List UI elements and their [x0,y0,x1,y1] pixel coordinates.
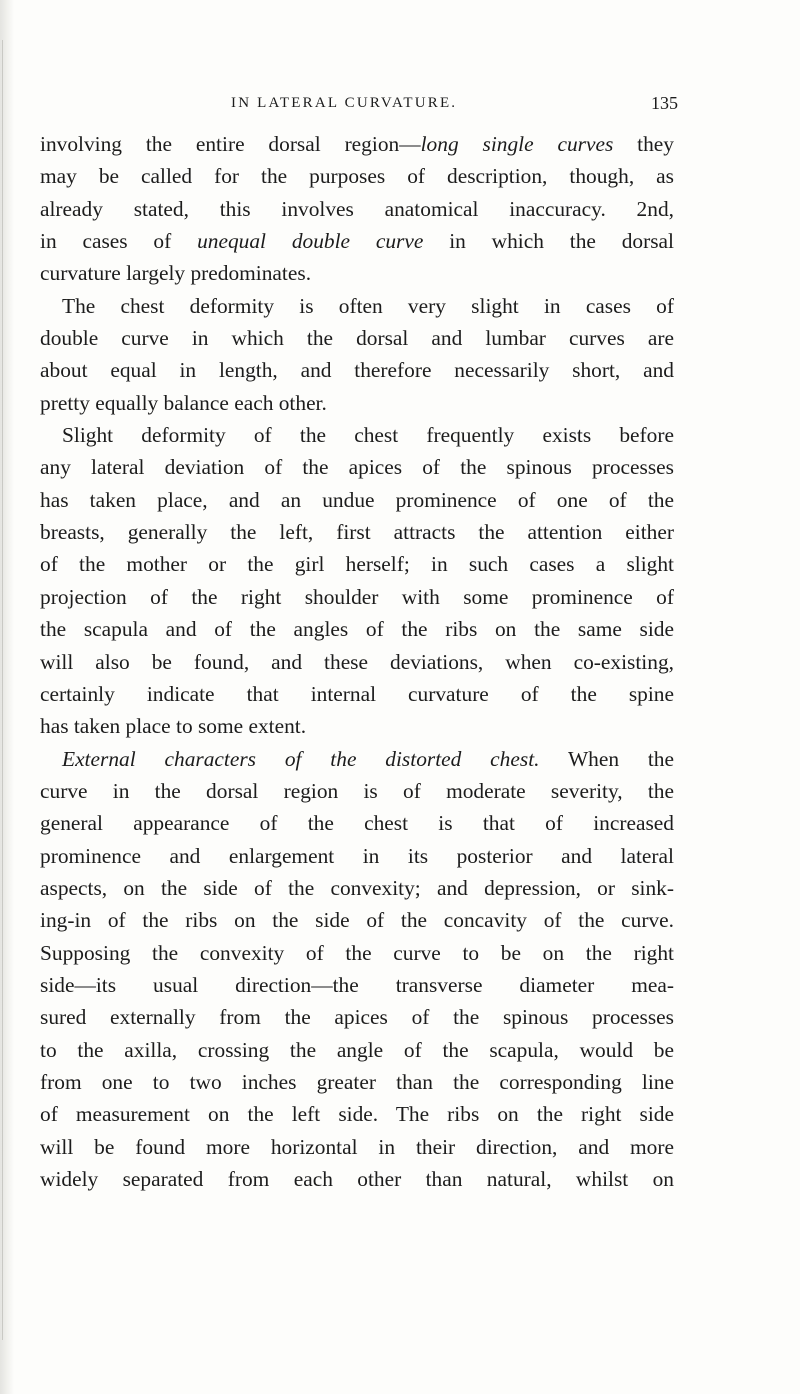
text-segment: The chest deformity is often very slight in cases of [62,293,674,318]
text-segment: to the axilla, crossing the angle of the scapula, would be [40,1037,674,1062]
text-line [40,257,674,289]
text-segment: of the mother or the girl herself; in such cases a slight [40,552,674,577]
text-segment: already stated, this involves anatomical inaccuracy. 2nd, [40,196,674,221]
text-segment: prominence and enlargement in its posterior and lateral [40,843,674,868]
text-segment: in cases of [40,229,198,254]
text-segment: Supposing the convexity of the curve to be on the right [40,940,674,965]
text-line [40,387,674,419]
text-segment: ing-in of the ribs on the side of the concavity of the curve. [40,908,674,933]
text-segment: When the [539,746,674,771]
page-number: 135 [651,93,678,113]
text-line [40,743,674,775]
text-line [40,548,674,580]
page-gutter-edge [2,40,3,1340]
text-segment: in which the dorsal [423,229,674,254]
text-line [40,516,674,548]
text-segment: aspects, on the side of the convexity; and depression, or sink- [40,875,674,900]
text-line [40,969,674,1001]
text-segment: breasts, generally the left, first attracts the attention either [40,520,674,545]
text-line [40,807,674,839]
text-line [40,904,674,936]
text-line [40,1001,674,1033]
text-line [40,581,674,613]
running-head-title: IN LATERAL CURVATURE. [231,95,458,111]
text-line [40,160,674,192]
text-line [40,613,674,645]
text-line [40,1131,674,1163]
text-line [40,678,674,710]
text-line [40,1066,674,1098]
text-segment: projection of the right shoulder with some prominence of [40,584,674,609]
text-segment: they [613,132,674,156]
italic-text-segment: long single curves [420,132,614,156]
text-line [40,225,674,257]
text-segment: certainly indicate that internal curvature of the spine [40,681,674,706]
text-line [40,1098,674,1130]
text-segment: has taken place, and an undue prominence of one of the [40,487,674,512]
text-segment: may be called for the purposes of description, though, as [40,164,674,189]
text-line [40,1163,674,1195]
text-segment: Slight deformity of the chest frequently exists before [62,423,674,448]
text-segment: will be found more horizontal in their direction, and more [40,1134,674,1159]
text-line [40,775,674,807]
text-line [40,646,674,678]
text-segment: curve in the dorsal region is of moderate severity, the [40,778,674,803]
text-segment: pretty equally balance each other. [40,390,327,415]
text-line [40,128,674,160]
text-segment: any lateral deviation of the apices of the spinous processes [40,455,674,480]
text-segment: involving the entire dorsal region— [40,132,421,156]
text-line [40,710,674,742]
text-line [40,419,674,451]
text-segment: about equal in length, and therefore necessarily short, and [40,358,674,383]
text-segment: will also be found, and these deviations, when co-existing, [40,649,674,674]
text-segment: widely separated from each other than natural, whilst on [40,1167,674,1191]
text-segment: of measurement on the left side. The ribs on the right side [40,1102,674,1127]
text-segment: curvature largely predominates. [40,261,312,286]
text-segment: double curve in which the dorsal and lumbar curves are [40,326,674,351]
text-segment: sured externally from the apices of the spinous processes [40,1005,674,1030]
italic-text-segment: External characters of the distorted chest. [62,746,540,771]
text-line [40,193,674,225]
body-text [40,128,674,1195]
text-line [40,354,674,386]
text-line [40,1034,674,1066]
text-segment: general appearance of the chest is that of increased [40,811,674,836]
text-line [40,290,674,322]
text-segment: the scapula and of the angles of the ribs on the same side [40,617,674,642]
text-line [40,840,674,872]
text-segment: has taken place to some extent. [40,714,307,739]
text-line [40,322,674,354]
text-line [40,872,674,904]
text-segment: from one to two inches greater than the corresponding line [40,1069,674,1094]
text-line [40,451,674,483]
text-line [40,484,674,516]
text-segment: side—its usual direction—the transverse diameter mea- [40,972,674,997]
running-head [0,88,800,118]
italic-text-segment: unequal double curve [197,229,424,254]
text-line [40,937,674,969]
